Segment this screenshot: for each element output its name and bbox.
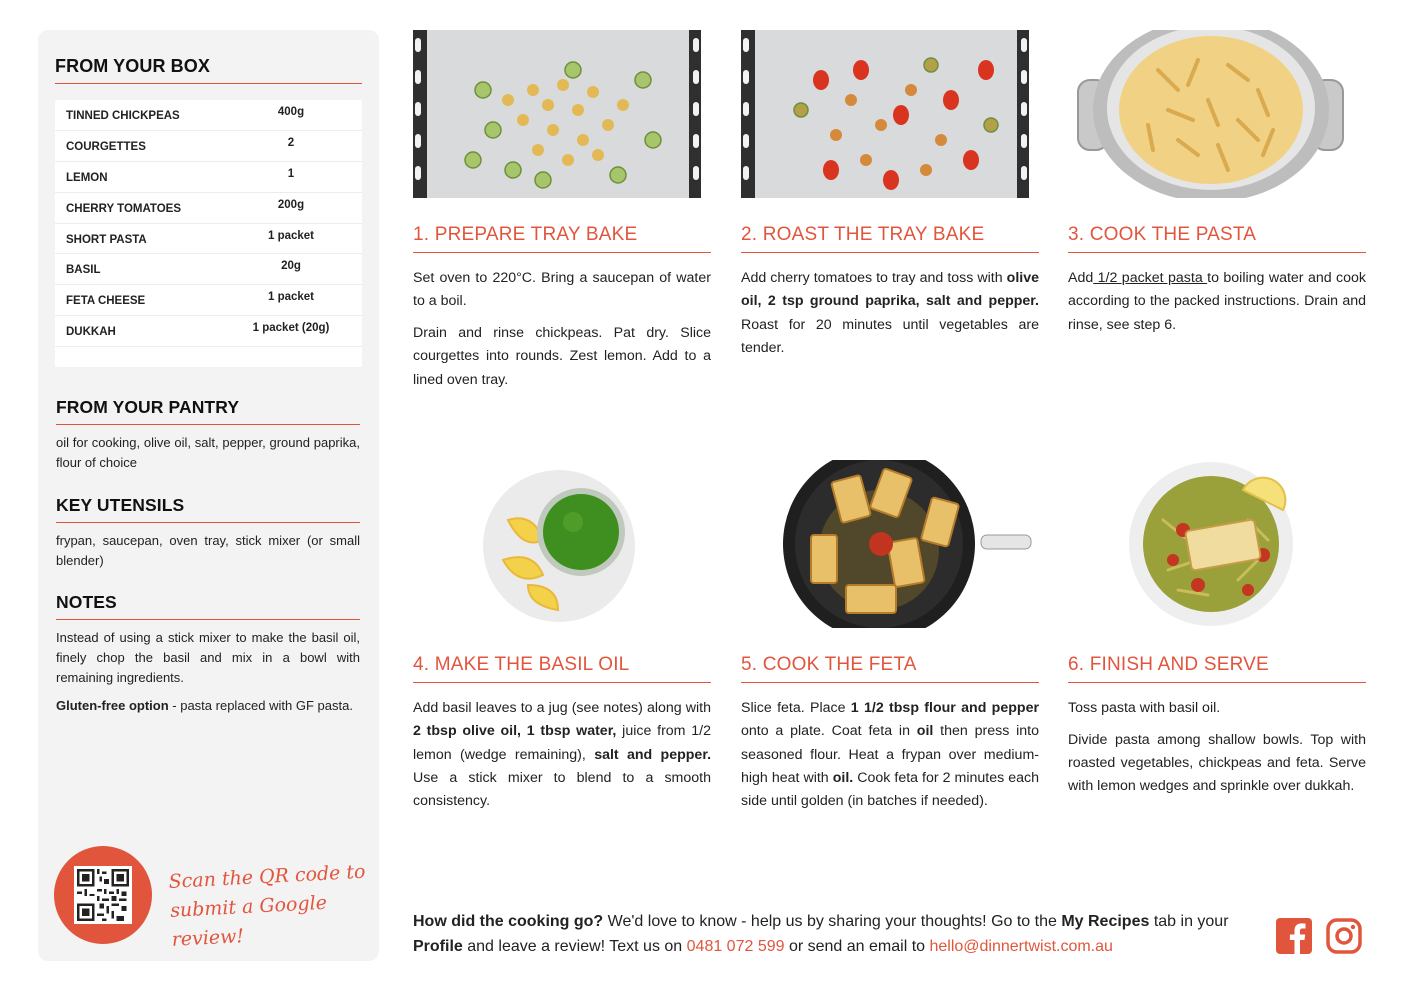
box-heading: FROM YOUR BOX xyxy=(55,56,362,84)
step-1-body xyxy=(413,267,711,400)
step-2-body xyxy=(741,267,1039,369)
footer-bold: Profile xyxy=(413,938,463,955)
basil-oil-image xyxy=(413,460,711,628)
step-2-text: Roast for 20 minutes until vegetables are tender. xyxy=(741,316,1039,356)
step-1-title: 1. PREPARE TRAY BAKE xyxy=(413,224,711,253)
ingredient-qty: 2 xyxy=(287,136,295,149)
utensils-section xyxy=(56,495,360,571)
step-5-body xyxy=(741,697,1039,822)
step-5-text: onto a plate. Coat feta in xyxy=(741,723,917,740)
phone-link[interactable]: 0481 072 599 xyxy=(686,938,785,955)
step-5-bold: 1 1/2 tbsp flour and pepper xyxy=(850,700,1039,716)
step-1-para-2: Drain and rinse chickpeas. Pat dry. Slice courgettes into rounds. Zest lemon. Add to a lined oven tray. xyxy=(413,325,711,388)
footer-text: and leave a review! Text us on xyxy=(462,938,687,955)
step-5-para xyxy=(741,697,1039,813)
step-6-title: 6. FINISH AND SERVE xyxy=(1068,654,1366,683)
ingredient-name: SHORT PASTA xyxy=(66,233,147,246)
notes-heading: NOTES xyxy=(56,592,360,620)
step-4-text: Add basil leaves to a jug (see notes) along with xyxy=(413,700,711,716)
table-row xyxy=(55,131,362,162)
pantry-section xyxy=(56,397,360,473)
ingredient-qty: 1 packet (20g) xyxy=(252,322,330,335)
ingredient-name: CHERRY TOMATOES xyxy=(66,202,182,215)
gluten-free-note xyxy=(56,696,360,716)
facebook-icon[interactable] xyxy=(1276,918,1312,954)
step-2 xyxy=(741,30,1039,410)
step-6-body xyxy=(1068,697,1366,807)
step-3-para xyxy=(1068,267,1366,337)
qr-caption xyxy=(168,858,372,955)
notes-section xyxy=(56,592,360,724)
step-4-title: 4. MAKE THE BASIL OIL xyxy=(413,654,711,683)
ingredient-qty: 200g xyxy=(277,198,305,211)
step-2-bold: olive oil, 2 tsp ground paprika, salt and pepper. xyxy=(741,270,1039,310)
step-3-text: Add xyxy=(1068,270,1094,286)
step-2-text: Add cherry tomatoes to tray and toss with xyxy=(741,270,1007,286)
step-3 xyxy=(1068,30,1366,410)
sidebar xyxy=(38,30,379,961)
review-footer xyxy=(413,909,1263,959)
pasta-colander-image xyxy=(1068,30,1366,198)
table-row xyxy=(55,193,362,224)
qr-badge xyxy=(54,846,152,944)
step-3-text: to boiling water and cook according to the packed instructions. Drain and rinse, see step 6. xyxy=(1068,270,1367,333)
utensils-heading: KEY UTENSILS xyxy=(56,495,360,523)
ingredient-name: BASIL xyxy=(66,264,101,277)
notes-text xyxy=(56,628,360,716)
ingredient-qty: 20g xyxy=(281,260,301,273)
step-4-text: Use a stick mixer to blend to a smooth consistency. xyxy=(413,769,711,810)
step-5-text: Slice feta. Place xyxy=(741,700,851,716)
instagram-icon[interactable] xyxy=(1326,918,1362,954)
gf-label: Gluten-free option xyxy=(56,698,169,713)
step-3-body xyxy=(1068,267,1366,345)
step-6-para-1: Toss pasta with basil oil. xyxy=(1068,700,1221,716)
ingredient-qty: 400g xyxy=(277,105,305,118)
utensils-text: frypan, saucepan, oven tray, stick mixer (or small blender) xyxy=(56,533,360,568)
step-6-para-2: Divide pasta among shallow bowls. Top with roasted vegetables, chickpeas and feta. Serve with lemon wedges and sprinkle over dukkah. xyxy=(1068,731,1366,795)
step-3-underline: 1/2 packet pasta xyxy=(1093,270,1208,286)
step-4 xyxy=(413,460,711,840)
table-row xyxy=(55,162,362,193)
ingredient-name: COURGETTES xyxy=(66,140,146,153)
table-row xyxy=(55,254,362,285)
step-5-text: Cook feta for 2 minutes each side until golden (in batches if needed). xyxy=(741,769,1039,810)
step-4-text: juice from 1/2 lemon (wedge remaining), xyxy=(413,723,711,763)
step-5-text: then press into seasoned flour. Heat a frypan over medium-high heat with xyxy=(741,723,1039,786)
table-row xyxy=(55,100,362,131)
qr-code-icon[interactable] xyxy=(74,866,132,924)
footer-bold: My Recipes xyxy=(1061,913,1150,930)
footer-text: We'd love to know - help us by sharing your thoughts! Go to the xyxy=(603,913,1062,930)
ingredient-qty: 1 packet xyxy=(267,229,315,242)
step-4-bold: 2 tbsp olive oil, 1 tbsp water, xyxy=(413,723,617,740)
ingredients-table xyxy=(55,100,362,367)
step-4-body xyxy=(413,697,711,822)
step-5-bold: oil xyxy=(916,723,934,740)
gf-text: - pasta replaced with GF pasta. xyxy=(168,698,353,713)
email-link[interactable]: hello@dinnertwist.com.au xyxy=(929,938,1113,955)
step-2-title: 2. ROAST THE TRAY BAKE xyxy=(741,224,1039,253)
footer-text: tab in your xyxy=(1149,913,1229,930)
step-5 xyxy=(741,460,1039,840)
step-1-para-1: Set oven to 220°C. Bring a saucepan of water to a boil. xyxy=(413,270,711,310)
ingredient-name: TINNED CHICKPEAS xyxy=(66,109,180,122)
feta-frypan-image xyxy=(741,460,1039,628)
ingredient-name: DUKKAH xyxy=(66,326,116,339)
qr-caption-line2: submit a Google review! xyxy=(169,891,328,951)
tray-bake-raw-image xyxy=(413,30,711,198)
step-2-para xyxy=(741,267,1039,360)
qr-caption-line1: Scan the QR code to xyxy=(168,860,366,893)
ingredient-name: LEMON xyxy=(66,171,108,184)
step-4-bold: salt and pepper. xyxy=(594,746,712,763)
ingredient-name: FETA CHEESE xyxy=(66,295,146,308)
pantry-text: oil for cooking, olive oil, salt, pepper, ground paprika, flour of choice xyxy=(56,435,360,470)
footer-bold: How did the cooking go? xyxy=(413,913,604,930)
step-5-bold: oil. xyxy=(832,769,854,786)
step-6 xyxy=(1068,460,1366,840)
step-1 xyxy=(413,30,711,410)
tray-bake-roasted-image xyxy=(741,30,1039,198)
table-row xyxy=(55,316,362,347)
table-row xyxy=(55,224,362,255)
step-5-title: 5. COOK THE FETA xyxy=(741,654,1039,683)
pantry-heading: FROM YOUR PANTRY xyxy=(56,397,360,425)
ingredient-qty: 1 packet xyxy=(267,291,315,304)
step-4-para xyxy=(413,697,711,813)
ingredient-qty: 1 xyxy=(287,167,295,180)
notes-paragraph: Instead of using a stick mixer to make the basil oil, finely chop the basil and mix in a bowl with remaining ingredients. xyxy=(56,630,360,685)
table-row xyxy=(55,285,362,316)
finished-dish-image xyxy=(1068,460,1366,628)
step-3-title: 3. COOK THE PASTA xyxy=(1068,224,1366,253)
footer-text: or send an email to xyxy=(784,938,930,955)
